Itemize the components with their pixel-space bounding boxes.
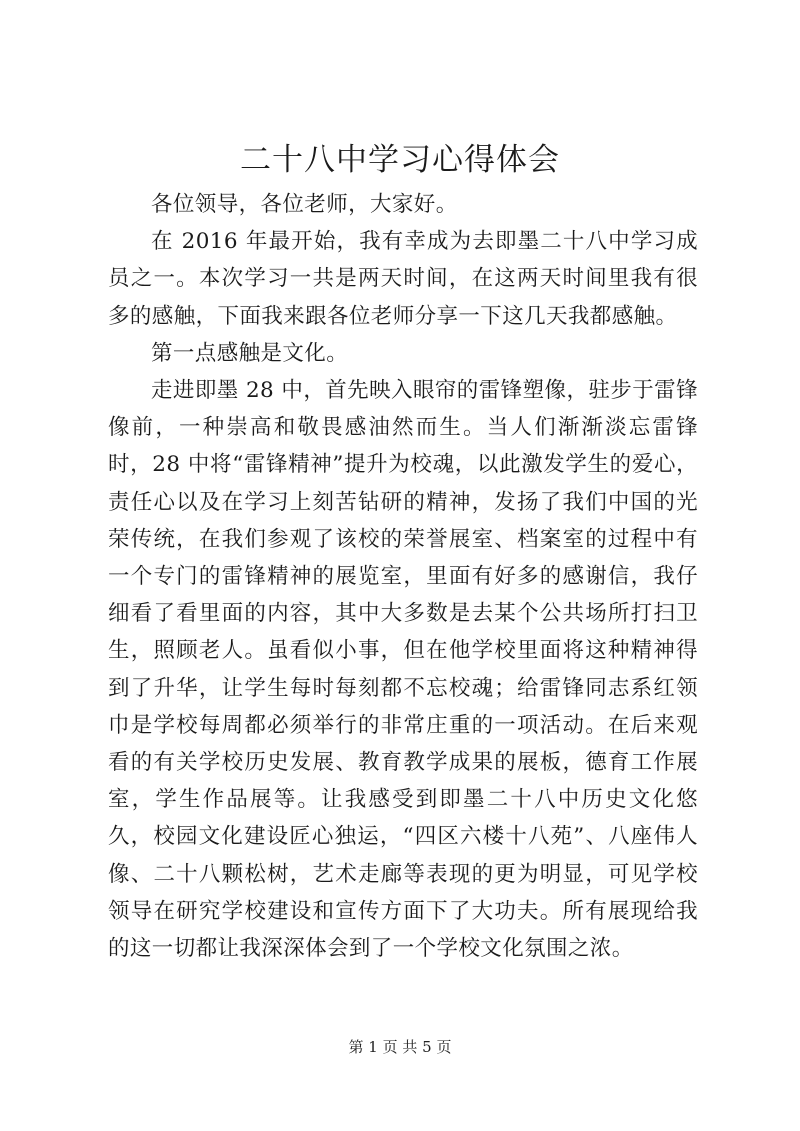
page-footer: 第 1 页 共 5 页 [348,1038,452,1056]
document-title: 二十八中学习心得体会 [240,142,560,178]
paragraph-culture: 走进即墨 28 中，首先映入眼帘的雷锋塑像，驻步于雷锋像前，一种崇高和敬畏感油然而生。当人们渐渐淡忘雷锋时，28 中将“雷锋精神”提升为校魂，以此激发学生的爱心，责任心以及在学习上刻苦钻研的精神，发扬了我们中国的光荣传统，在我们参观了该校的荣誉展室、档案室的过程中有一个专门的雷锋精神的展览室，里面有好多的感谢信，我仔细看了看里面的内容，其中大多数是去某个公共场所打扫卫生，照顾老人。虽看似小事，但在他学校里面将这种精神得到了升华，让学生每时每刻都不忘校魂；给雷锋同志系红领巾是学校每周都必须举行的非常庄重的一项活动。在后来观看的有关学校历史发展、教育教学成果的展板，德育工作展室，学生作品展等。让我感受到即墨二十八中历史文化悠久，校园文化建设匠心独运，“四区六楼十八苑”、八座伟人像、二十八颗松树，艺术走廊等表现的更为明显，可见学校领导在研究学校建设和宣传方面下了大功夫。所有展现给我的这一切都让我深深体会到了一个学校文化氛围之浓。 [108,378,698,962]
document-body [108,186,698,967]
paragraph-greeting: 各位领导，各位老师，大家好。 [151,192,458,217]
paragraph-heading-culture: 第一点感触是文化。 [151,340,349,366]
paragraph-intro: 在 2016 年最开始，我有幸成为去即墨二十八中学习成员之一。本次学习一共是两天时间，在这两天时间里我有很多的感触，下面我来跟各位老师分享一下这几天我都感触。 [108,229,698,329]
